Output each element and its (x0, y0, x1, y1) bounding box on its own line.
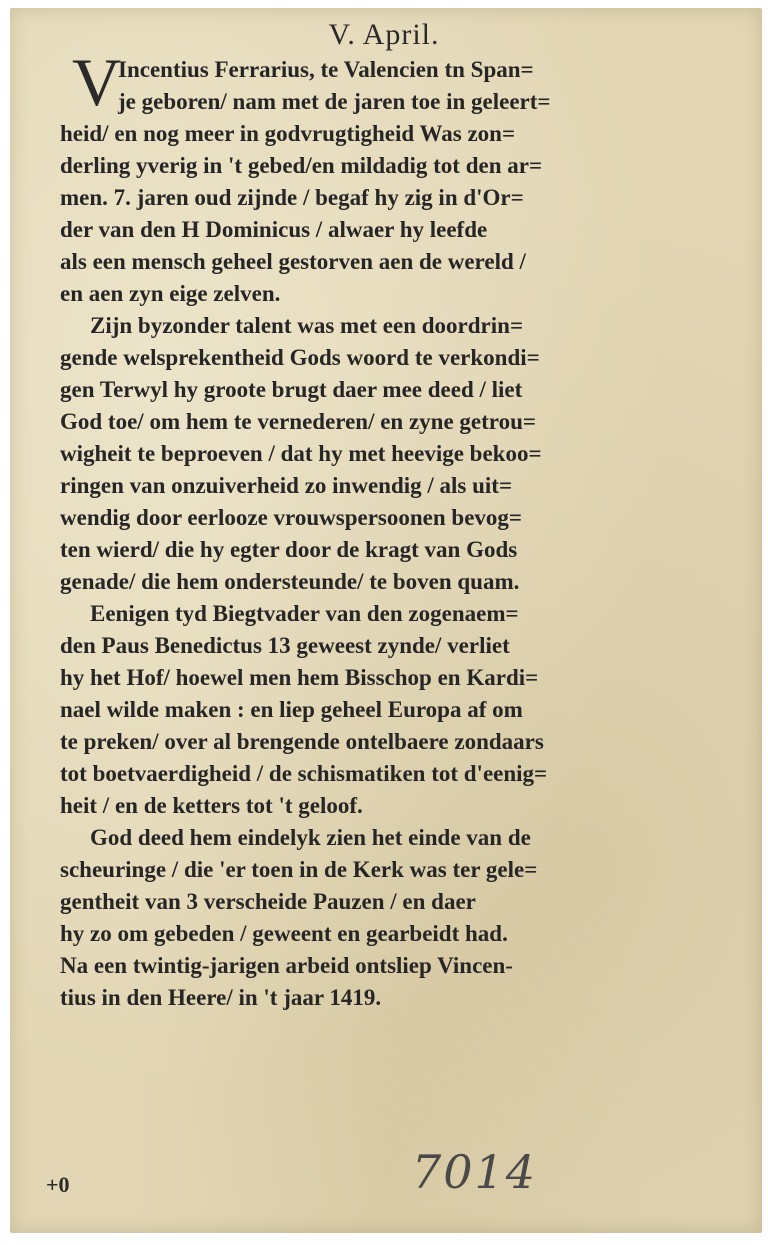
paragraph-4 (60, 822, 710, 1014)
text-line: nael wilde maken : en liep geheel Europa af om (60, 697, 523, 722)
text-line: hy het Hof/ hoewel men hem Bisschop en Kardi= (60, 665, 539, 690)
text-line: scheuringe / die 'er toen in de Kerk was ter gele= (60, 857, 538, 882)
text-line: en aen zyn eige zelven. (60, 281, 281, 306)
text-line: men. 7. jaren oud zijnde / begaf hy zig in d'Or= (60, 185, 524, 210)
paragraph-1 (60, 52, 710, 310)
drop-cap: V (72, 44, 122, 120)
text-line: der van den H Dominicus / alwaer hy leefde (60, 217, 488, 242)
paragraph-3 (60, 598, 710, 822)
text-line: tot boetvaerdigheid / de schismatiken tot d'eenig= (60, 761, 548, 786)
text-line: Na een twintig-jarigen arbeid ontsliep Vincen- (60, 953, 513, 978)
text-line: God deed hem eindelyk zien het einde van de (90, 825, 531, 850)
text-line: Incentius Ferrarius, te Valencien tn Span= (118, 57, 534, 82)
text-line: heit / en de ketters tot 't geloof. (60, 793, 363, 818)
body-text (60, 52, 710, 1014)
text-line: den Paus Benedictus 13 geweest zynde/ verliet (60, 633, 510, 658)
text-line: als een mensch geheel gestorven aen de wereld / (60, 249, 526, 274)
text-line: wigheit te beproeven / dat hy met heevige bekoo= (60, 441, 542, 466)
text-line: je geboren/ nam met de jaren toe in geleert= (118, 89, 551, 114)
text-line: hy zo om gebeden / geweent en gearbeidt had. (60, 921, 508, 946)
text-line: Eenigen tyd Biegtvader van den zogenaem= (90, 601, 519, 626)
text-line: ringen van onzuiverheid zo inwendig / als uit= (60, 473, 513, 498)
text-line: gentheit van 3 verscheide Pauzen / en daer (60, 889, 476, 914)
text-line: God toe/ om hem te vernederen/ en zyne getrou= (60, 409, 536, 434)
text-line: te preken/ over al brengende ontelbaere zondaars (60, 729, 544, 754)
text-line: derling yverig in 't gebed/en mildadig tot den ar= (60, 153, 543, 178)
paragraph-2 (60, 310, 710, 598)
text-line: gen Terwyl hy groote brugt daer mee deed / liet (60, 377, 523, 402)
text-line: tius in den Heere/ in 't jaar 1419. (60, 985, 382, 1010)
text-line: gende welsprekentheid Gods woord te verkondi= (60, 345, 540, 370)
text-line: wendig door eerlooze vrouwspersoonen bevog= (60, 505, 523, 530)
text-line: heid/ en nog meer in godvrugtigheid Was zon= (60, 121, 516, 146)
text-line: Zijn byzonder talent was met een doordrin= (90, 313, 524, 338)
handwritten-inventory-number: 7014 (412, 1145, 538, 1199)
text-line: genade/ die hem ondersteunde/ te boven quam. (60, 569, 520, 594)
text-line: ten wierd/ die hy egter door de kragt van Gods (60, 537, 518, 562)
page-footer-number: +0 (46, 1172, 70, 1197)
page-title: V. April. (328, 18, 440, 51)
